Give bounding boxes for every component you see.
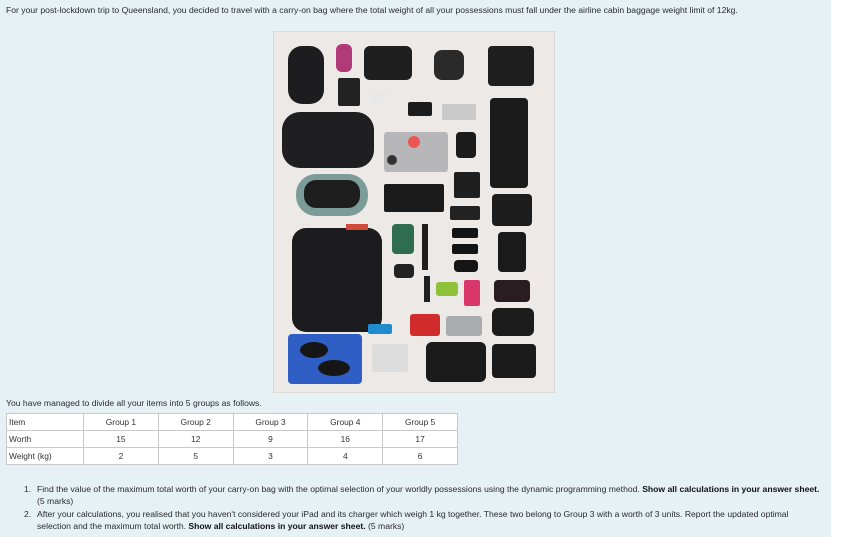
- table-cell: Weight (kg): [7, 448, 84, 465]
- question-instruction: Show all calculations in your answer sheet.: [642, 484, 820, 494]
- table-cell: 2: [84, 448, 159, 465]
- table-row: [7, 448, 458, 465]
- question-number: 1.: [24, 484, 32, 494]
- groups-intro-text: You have managed to divide all your items into 5 groups as follows.: [6, 398, 262, 408]
- table-cell: 5: [158, 448, 233, 465]
- question-marks: (5 marks): [368, 521, 405, 531]
- packing-flatlay-photo: [273, 31, 555, 393]
- question-list: [24, 483, 824, 533]
- table-cell: 3: [233, 448, 308, 465]
- question-item: [24, 508, 824, 532]
- question-item: [24, 483, 824, 507]
- question-marks: (5 marks): [37, 496, 74, 506]
- table-header-cell: Item: [7, 414, 84, 431]
- table-cell: 16: [308, 431, 383, 448]
- table-cell: 6: [383, 448, 458, 465]
- table-header-row: [7, 414, 458, 431]
- question-number: 2.: [24, 509, 32, 519]
- table-cell: 17: [383, 431, 458, 448]
- table-header-cell: Group 3: [233, 414, 308, 431]
- intro-text: For your post-lockdown trip to Queensland, you decided to travel with a carry-on bag where the total weight of all your possessions must fall under the airline cabin baggage weight limit of 12kg.: [6, 5, 738, 15]
- table-cell: 15: [84, 431, 159, 448]
- table-row: [7, 431, 458, 448]
- question-text: Find the value of the maximum total worth of your carry-on bag with the optimal selection of your worldly possessions using the dynamic programming method.: [37, 484, 640, 494]
- table-cell: Worth: [7, 431, 84, 448]
- table-header-cell: Group 4: [308, 414, 383, 431]
- question-text: After your calculations, you realised that you haven't considered your iPad and its charger which weigh 1 kg together. These two belong to Group 3 with a worth of 3 units. Report the updated optimal selection and the maximum total worth.: [37, 509, 789, 531]
- table-header-cell: Group 2: [158, 414, 233, 431]
- table-cell: 9: [233, 431, 308, 448]
- table-cell: 4: [308, 448, 383, 465]
- table-header-cell: Group 1: [84, 414, 159, 431]
- table-header-cell: Group 5: [383, 414, 458, 431]
- table-cell: 12: [158, 431, 233, 448]
- question-instruction: Show all calculations in your answer sheet.: [188, 521, 366, 531]
- groups-table: [6, 413, 458, 465]
